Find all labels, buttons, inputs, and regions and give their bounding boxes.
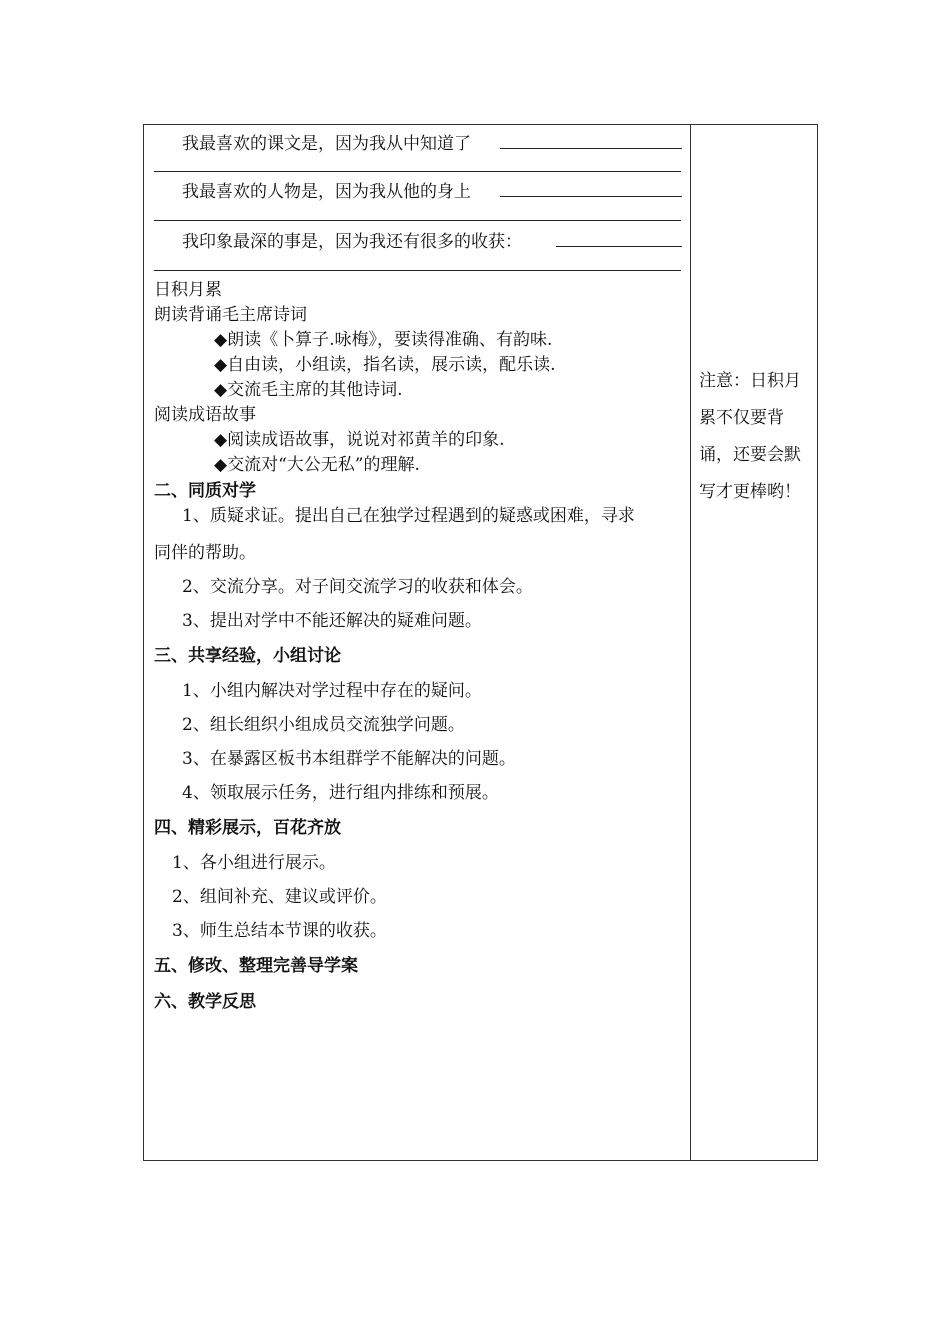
answer-blank[interactable] <box>556 246 682 247</box>
list-item: ◆阅读成语故事，说说对祁黄羊的印象. <box>214 430 505 450</box>
lesson-table <box>143 124 818 1161</box>
reflection-favorite-text: 我最喜欢的课文是，因为我从中知道了 <box>182 134 471 154</box>
side-column <box>691 125 817 1160</box>
answer-blank[interactable] <box>154 270 681 271</box>
list-item: 3、提出对学中不能还解决的疑难问题。 <box>182 611 482 631</box>
section-heading: 六、教学反思 <box>154 992 256 1012</box>
reflection-event-text: 我印象最深的事是，因为我还有很多的收获： <box>182 232 522 252</box>
list-item: ◆交流对“大公无私”的理解. <box>214 455 420 475</box>
section-heading: 三、共享经验，小组讨论 <box>154 646 341 666</box>
section-heading: 五、修改、整理完善导学案 <box>154 956 358 976</box>
list-item: 2、交流分享。对子间交流学习的收获和体会。 <box>182 577 533 597</box>
list-item: 2、组间补充、建议或评价。 <box>172 887 387 907</box>
list-item: 1、质疑求证。提出自己在独学过程遇到的疑惑或困难，寻求 <box>182 506 635 526</box>
answer-blank[interactable] <box>154 171 681 172</box>
list-item: 3、师生总结本节课的收获。 <box>172 921 387 941</box>
list-item: 3、在暴露区板书本组群学不能解决的问题。 <box>182 749 516 769</box>
answer-blank[interactable] <box>500 196 682 197</box>
list-item: ◆交流毛主席的其他诗词. <box>214 380 403 400</box>
main-column <box>144 125 690 1160</box>
list-item: 1、各小组进行展示。 <box>172 853 336 873</box>
idiom-title: 阅读成语故事 <box>154 405 256 425</box>
list-item: 4、领取展示任务，进行组内排练和预展。 <box>182 783 499 803</box>
list-item: ◆自由读，小组读，指名读，展示读，配乐读. <box>214 355 556 375</box>
list-item: 1、小组内解决对学过程中存在的疑问。 <box>182 681 482 701</box>
reflection-character-text: 我最喜欢的人物是，因为我从他的身上 <box>182 182 471 202</box>
side-note: 注意：日积月累不仅要背诵，还要会默写才更棒哟！ <box>699 371 801 502</box>
daily-title: 日积月累 <box>154 280 222 300</box>
section-heading: 二、同质对学 <box>154 481 256 501</box>
poetry-title: 朗读背诵毛主席诗词 <box>154 305 307 325</box>
answer-blank[interactable] <box>154 220 681 221</box>
list-item: 2、组长组织小组成员交流独学问题。 <box>182 715 465 735</box>
answer-blank[interactable] <box>500 148 682 149</box>
section-heading: 四、精彩展示，百花齐放 <box>154 818 341 838</box>
list-item: 同伴的帮助。 <box>154 543 256 563</box>
list-item: ◆朗读《卜算子.咏梅》，要读得准确、有韵味. <box>214 330 553 350</box>
